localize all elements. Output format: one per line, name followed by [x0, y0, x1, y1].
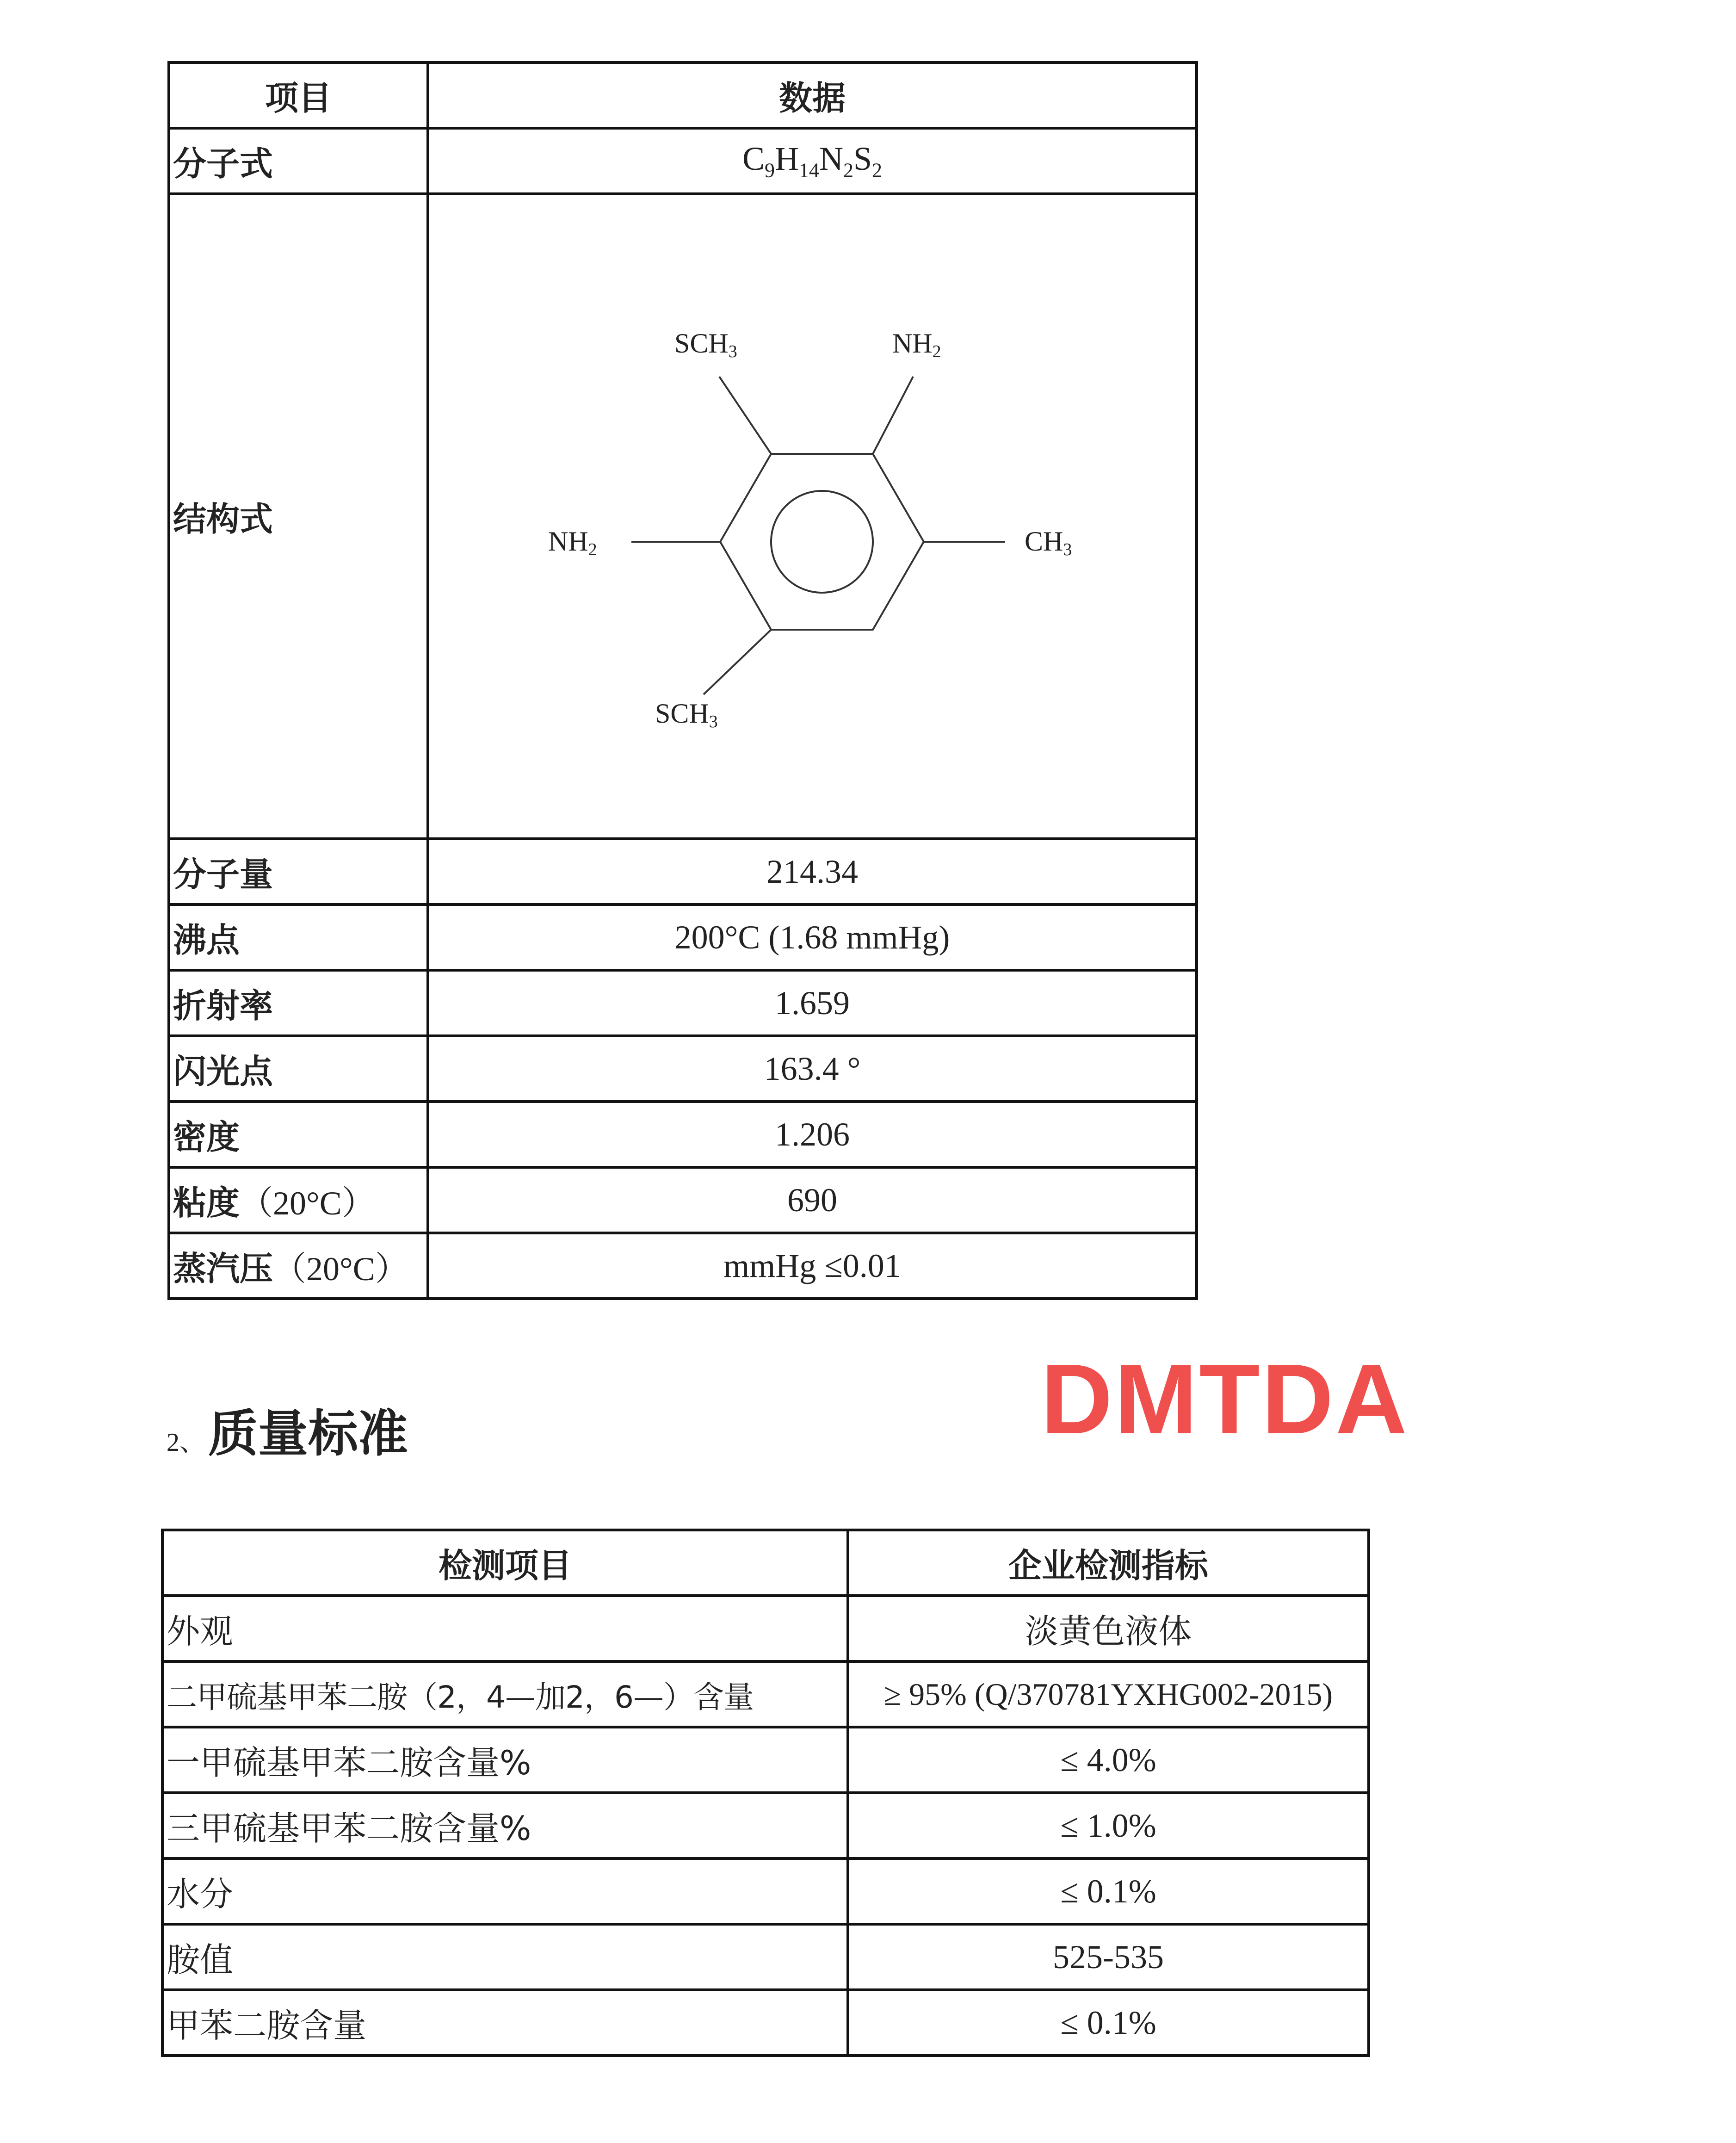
aromatic-circle [771, 491, 873, 593]
table-row [169, 1036, 1197, 1102]
row-value: mmHg ≤0.01 [428, 1233, 1197, 1299]
bond-sch3-bottom [704, 630, 771, 694]
table-row [169, 904, 1197, 970]
row-spec: ≤ 0.1% [848, 1858, 1369, 1924]
row-item: 一甲硫基甲苯二胺含量% [162, 1727, 848, 1793]
row-key: 分子式 [169, 128, 428, 194]
table-row [162, 1596, 1369, 1661]
header-item: 检测项目 [162, 1530, 848, 1596]
row-value: 1.659 [428, 970, 1197, 1036]
structural-formula [429, 195, 1197, 829]
table-row [162, 1727, 1369, 1793]
row-spec: ≥ 95% (Q/370781YXHG002-2015) [848, 1661, 1369, 1727]
row-key: 蒸汽压（20°C） [169, 1233, 428, 1299]
row-value: 214.34 [428, 839, 1197, 904]
section-title: 质量标准 [208, 1405, 408, 1463]
table-row [169, 194, 1197, 839]
label-nh2-left: NH2 [548, 526, 597, 559]
table-row [169, 1233, 1197, 1299]
label-sch3-top: SCH3 [674, 328, 737, 361]
row-key: 密度 [169, 1102, 428, 1167]
molecular-formula: $C_9H_{14}N_2S_2$ [428, 128, 1197, 194]
table-row [169, 1167, 1197, 1233]
row-spec: 淡黄色液体 [848, 1596, 1369, 1661]
row-key: 分子量 [169, 839, 428, 904]
section-heading [167, 1394, 408, 1463]
table-row [162, 1924, 1369, 1990]
row-spec: 525-535 [848, 1924, 1369, 1990]
label-ch3-right: CH3 [1025, 526, 1072, 559]
row-spec: ≤ 1.0% [848, 1793, 1369, 1858]
row-value: 1.206 [428, 1102, 1197, 1167]
row-value: 200°C (1.68 mmHg) [428, 904, 1197, 970]
row-value: 163.4 ° [428, 1036, 1197, 1102]
row-spec: ≤ 4.0% [848, 1727, 1369, 1793]
header-data: 数据 [428, 62, 1197, 128]
properties-table [167, 61, 1198, 1300]
row-item: 水分 [162, 1858, 848, 1924]
table-row [169, 970, 1197, 1036]
row-item: 二甲硫基甲苯二胺（2，4—加2，6—）含量 [162, 1661, 848, 1727]
row-value: 690 [428, 1167, 1197, 1233]
row-item: 胺值 [162, 1924, 848, 1990]
bond-sch3-top [719, 377, 771, 454]
row-key: 结构式 [169, 194, 428, 839]
table-row [162, 1793, 1369, 1858]
table-row [162, 1990, 1369, 2056]
table-row [162, 1661, 1369, 1727]
section-number: 2、 [167, 1428, 205, 1457]
table-row [169, 128, 1197, 194]
benzene-ring [720, 454, 924, 630]
row-key: 沸点 [169, 904, 428, 970]
brand-watermark: DMTDA [1041, 1343, 1409, 1455]
table-header-row [169, 62, 1197, 128]
table-row [169, 1102, 1197, 1167]
table-row [169, 839, 1197, 904]
structure-cell [428, 194, 1197, 839]
row-key: 粘度（20°C） [169, 1167, 428, 1233]
table-header-row [162, 1530, 1369, 1596]
table-row [162, 1858, 1369, 1924]
header-spec: 企业检测指标 [848, 1530, 1369, 1596]
quality-table [161, 1529, 1370, 2057]
label-sch3-bottom: SCH3 [655, 698, 718, 731]
row-item: 外观 [162, 1596, 848, 1661]
row-key: 闪光点 [169, 1036, 428, 1102]
label-nh2-top: NH2 [892, 328, 941, 361]
header-item: 项目 [169, 62, 428, 128]
row-key: 折射率 [169, 970, 428, 1036]
bond-nh2-top [873, 377, 913, 454]
row-item: 甲苯二胺含量 [162, 1990, 848, 2056]
row-item: 三甲硫基甲苯二胺含量% [162, 1793, 848, 1858]
row-spec: ≤ 0.1% [848, 1990, 1369, 2056]
